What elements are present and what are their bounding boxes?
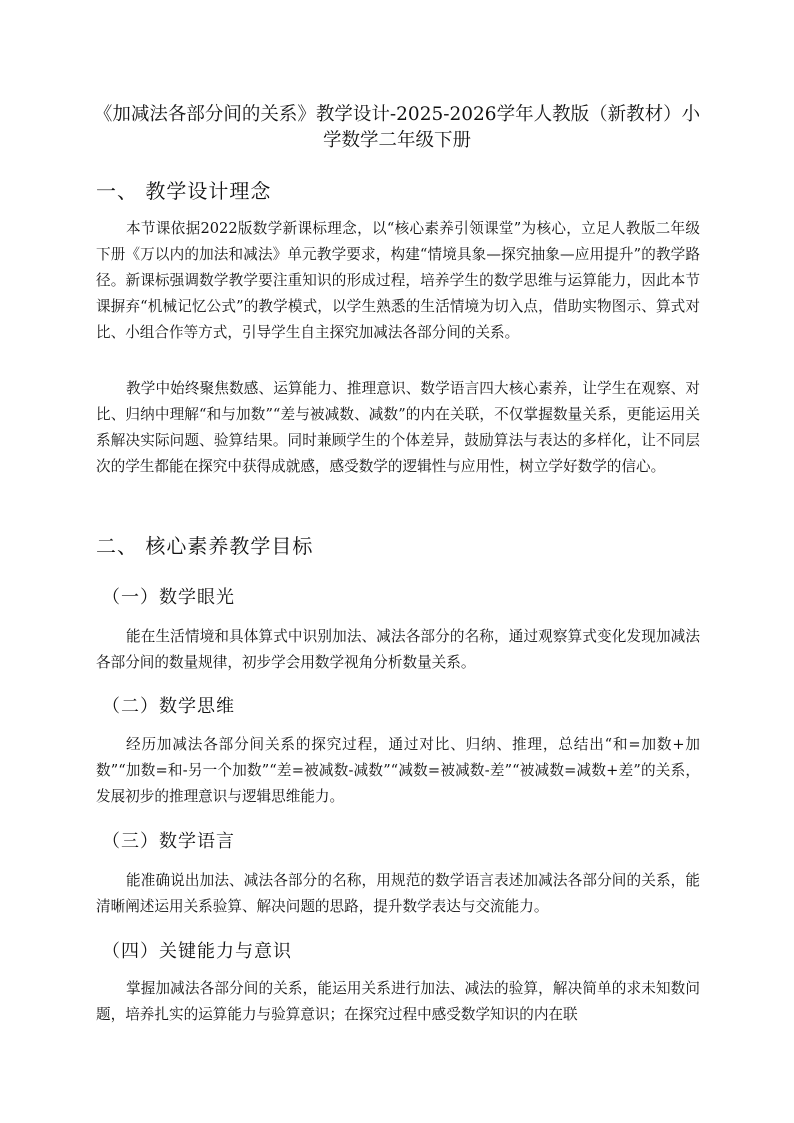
paragraph-philosophy-2: 教学中始终聚焦数感、运算能力、推理意识、数学语言四大核心素养，让学生在观察、对比、归纳中理解“和与加数”“差与被减数、减数”的内在关联，不仅掌握数量关系，更能运用关系解决实际问题、验算结果。同时兼顾学生的个体差异，鼓励算法与表达的多样化，让不同层次的学生都能在探究中获得成就感，感受数学的逻辑性与应用性，树立学好数学的信心。: [96, 380, 700, 475]
section-heading-teaching-goals: 二、 核心素养教学目标: [96, 534, 314, 558]
paragraph-key-abilities: 掌握加减法各部分间的关系，能运用关系进行加法、减法的验算，解决简单的求未知数问题，培养扎实的运算能力与验算意识；在探究过程中感受数学知识的内在联: [96, 980, 700, 1023]
document-title: 《加减法各部分间的关系》教学设计-2025-2026学年人教版（新教材）小学数学二年级下册: [93, 104, 701, 151]
paragraph-math-thinking: 经历加减法各部分间关系的探究过程，通过对比、归纳、推理，总结出“和=加数+加数”“加数=和-另一个加数”“差=被减数-减数”“减数=被减数-差”“被减数=减数+差”的关系，发展初步的推理意识与逻辑思维能力。: [96, 736, 700, 805]
subsection-heading-math-vision: （一）数学眼光: [102, 587, 235, 608]
subsection-heading-math-language: （三）数学语言: [102, 831, 235, 852]
subsection-heading-math-thinking: （二）数学思维: [102, 696, 235, 717]
paragraph-math-vision: 能在生活情境和具体算式中识别加法、减法各部分的名称，通过观察算式变化发现加减法各部分间的数量规律，初步学会用数学视角分析数量关系。: [96, 628, 700, 671]
section-heading-design-philosophy: 一、 教学设计理念: [96, 179, 272, 203]
subsection-heading-key-abilities: （四）关键能力与意识: [102, 941, 292, 962]
paragraph-philosophy-1: 本节课依据2022版数学新课标理念，以“核心素养引领课堂”为核心，立足人教版二年级下册《万以内的加法和减法》单元教学要求，构建“情境具象—探究抽象—应用提升”的教学路径。新课标强调数学教学要注重知识的形成过程，培养学生的数学思维与运算能力，因此本节课摒弃“机械记忆公式”的教学模式，以学生熟悉的生活情境为切入点，借助实物图示、算式对比、小组合作等方式，引导学生自主探究加减法各部分间的关系。: [96, 220, 700, 341]
paragraph-math-language: 能准确说出加法、减法各部分的名称，用规范的数学语言表述加减法各部分间的关系，能清晰阐述运用关系验算、解决问题的思路，提升数学表达与交流能力。: [96, 872, 700, 915]
